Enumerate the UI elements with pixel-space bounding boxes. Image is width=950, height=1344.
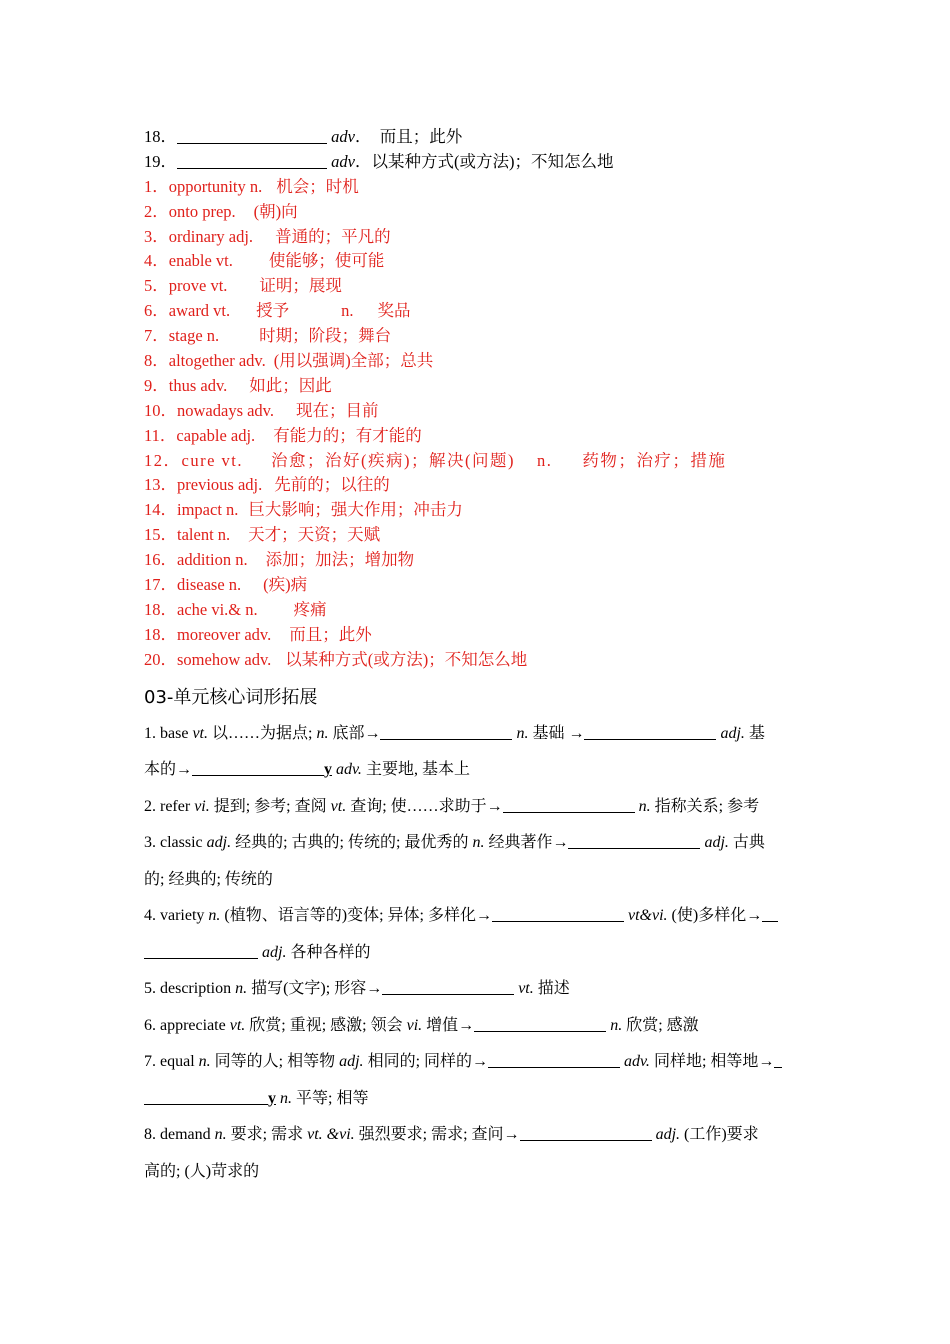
meaning: ．以某种方式(或方法)；不知怎么地 xyxy=(354,151,614,171)
answer-meaning: 添加；加法；增加物 xyxy=(265,550,415,570)
answer-line xyxy=(144,573,808,598)
answer-meaning: 证明；展现 xyxy=(259,276,342,296)
item-number: 8． xyxy=(144,351,169,371)
answer-blank[interactable] xyxy=(503,796,635,813)
answer-blank[interactable] xyxy=(492,905,624,922)
answer-word: altogether adv. xyxy=(168,351,266,371)
item-number: 16． xyxy=(144,550,177,570)
answer-meaning: 机会；时机 xyxy=(276,176,359,196)
answer-blank[interactable] xyxy=(177,127,327,144)
answer-meaning: 巨大影响；强大作用；冲击力 xyxy=(248,500,463,520)
answer-line xyxy=(144,249,808,274)
word-extension-list xyxy=(144,716,808,1191)
answer-meaning: 有能力的；有才能的 xyxy=(273,425,422,445)
extension-item: 1. base vt. 以……为据点; n. 底部→ n. 基础 → adj. 基 本的→ y adv. 主要地, 基本上 xyxy=(144,724,765,779)
answer-blank[interactable] xyxy=(488,1051,620,1068)
answer-blank[interactable] xyxy=(382,978,514,995)
answer-line xyxy=(144,449,808,474)
item-number: 18． xyxy=(144,127,177,146)
question-line xyxy=(144,150,808,175)
extension-item: 2. refer vi. 提到; 参考; 查阅 vt. 查询; 使……求助于→ n. 指称关系; 参考 xyxy=(144,797,760,815)
answer-blank[interactable] xyxy=(380,723,512,740)
answer-key xyxy=(144,175,808,673)
answer-meaning: 药物；治疗；措施 xyxy=(582,450,727,470)
part-of-speech: adv xyxy=(331,151,355,171)
answer-pos: n. xyxy=(536,450,553,470)
answer-blank[interactable] xyxy=(568,832,700,849)
answer-word: thus adv. xyxy=(168,375,228,395)
item-number: 13． xyxy=(144,475,177,495)
answer-line xyxy=(144,200,808,225)
answer-word: moreover adv. xyxy=(177,624,272,644)
answer-blank[interactable] xyxy=(584,723,716,740)
answer-meaning: 奖品 xyxy=(377,301,411,321)
answer-line xyxy=(144,648,808,673)
answer-word: enable vt. xyxy=(168,251,233,271)
answer-line xyxy=(144,399,808,424)
item-number: 9． xyxy=(144,375,169,395)
answer-line xyxy=(144,598,808,623)
item-number: 1． xyxy=(144,176,169,196)
section-heading: 03-单元核心词形拓展 xyxy=(144,686,318,708)
answer-meaning: 普通的；平凡的 xyxy=(275,226,391,246)
answer-word: prove vt. xyxy=(168,276,228,296)
part-of-speech: adv xyxy=(331,127,355,146)
answer-meaning: 先前的；以往的 xyxy=(274,475,390,495)
answer-line xyxy=(144,548,808,573)
answer-line xyxy=(144,175,808,200)
answer-line xyxy=(144,225,808,250)
answer-line xyxy=(144,274,808,299)
answer-word: impact n. xyxy=(177,500,239,520)
answer-word: somehow adv. xyxy=(177,649,272,669)
meaning: ． 而且；此外 xyxy=(354,127,463,146)
item-number: 7． xyxy=(144,326,169,346)
item-number: 4． xyxy=(144,251,169,271)
item-number: 2． xyxy=(144,201,169,221)
answer-blank[interactable] xyxy=(192,759,324,776)
answer-word: award vt. xyxy=(168,301,231,321)
item-number: 11． xyxy=(144,425,177,445)
answer-meaning: 现在；目前 xyxy=(296,400,379,420)
answer-word: opportunity n. xyxy=(168,176,263,196)
answer-meaning: 以某种方式(或方法)；不知怎么地 xyxy=(285,649,528,669)
answer-word: stage n. xyxy=(168,326,220,346)
answer-word: addition n. xyxy=(177,550,248,570)
answer-word: ache vi.& n. xyxy=(177,599,258,619)
extension-item: 6. appreciate vt. 欣赏; 重视; 感激; 领会 vi. 增值→ n. 欣赏; 感激 xyxy=(144,1016,699,1034)
question-line xyxy=(144,125,808,150)
answer-meaning: (疾)病 xyxy=(263,575,308,595)
answer-line xyxy=(144,299,808,324)
answer-meaning: 天才；天资；天赋 xyxy=(248,525,381,545)
answer-line xyxy=(144,424,808,449)
answer-line xyxy=(144,324,808,349)
answer-meaning: 疼痛 xyxy=(293,599,327,619)
answer-line xyxy=(144,523,808,548)
extension-item: 3. classic adj. 经典的; 古典的; 传统的; 最优秀的 n. 经典著作→ adj. 古典 的; 经典的; 传统的 xyxy=(144,834,765,888)
item-number: 17． xyxy=(144,575,177,595)
answer-blank[interactable] xyxy=(520,1124,652,1141)
answer-line xyxy=(144,473,808,498)
answer-meaning: 治愈；治好(疾病)；解决(问题) xyxy=(270,450,515,470)
answer-meaning: 时期；阶段；舞台 xyxy=(259,326,392,346)
answer-blank[interactable] xyxy=(474,1015,606,1032)
answer-word: previous adj. xyxy=(177,475,263,495)
item-number: 12． xyxy=(144,450,182,470)
answer-line xyxy=(144,623,808,648)
answer-blank[interactable] xyxy=(144,1088,268,1105)
item-number: 3． xyxy=(144,226,169,246)
answer-meaning: 授予 xyxy=(256,301,290,321)
answer-line xyxy=(144,498,808,523)
item-number: 18． xyxy=(144,599,177,619)
content-area xyxy=(144,125,808,1190)
answer-line xyxy=(144,349,808,374)
answer-word: ordinary adj. xyxy=(168,226,254,246)
item-number: 20． xyxy=(144,649,177,669)
answer-word: capable adj. xyxy=(176,425,256,445)
answer-blank[interactable] xyxy=(774,1051,782,1068)
item-number: 5． xyxy=(144,276,169,296)
answer-meaning: 使能够；使可能 xyxy=(268,251,385,271)
item-number: 18． xyxy=(144,624,177,644)
extension-item: 5. description n. 描写(文字); 形容→ vt. 描述 xyxy=(144,980,570,998)
item-number: 19． xyxy=(144,151,177,171)
extension-item: 4. variety n. (植物、语言等的)变体; 异体; 多样化→ vt&vi. (使)多样化→ adj. 各种各样的 xyxy=(144,898,808,971)
answer-meaning: (朝)向 xyxy=(253,201,298,221)
answer-word: disease n. xyxy=(177,575,242,595)
answer-blank[interactable] xyxy=(177,152,327,169)
item-number: 6． xyxy=(144,301,169,321)
extension-item: 7. equal n. 同等的人; 相等物 adj. 相同的; 同样的→ adv. 同样地; 相等地→ y n. 平等; 相等 xyxy=(144,1044,808,1117)
answer-word: talent n. xyxy=(177,525,231,545)
extension-item: 8. demand n. 要求; 需求 vt. &vi. 强烈要求; 需求; 查问→ adj. (工作)要求 高的; (人)苛求的 xyxy=(144,1126,759,1180)
answer-blank[interactable] xyxy=(144,942,258,959)
answer-meaning: 而且；此外 xyxy=(289,624,372,644)
answer-pos: n. xyxy=(341,301,354,321)
answer-word: cure vt. xyxy=(181,450,243,470)
answer-meaning: 如此；因此 xyxy=(249,375,332,395)
answer-meaning: (用以强调)全部；总共 xyxy=(273,351,434,371)
item-number: 14． xyxy=(144,500,177,520)
item-number: 15． xyxy=(144,525,177,545)
answer-word: onto prep. xyxy=(168,201,236,221)
answer-blank[interactable] xyxy=(762,905,778,922)
answer-line xyxy=(144,374,808,399)
item-number: 10． xyxy=(144,400,177,420)
answer-word: nowadays adv. xyxy=(177,400,274,420)
